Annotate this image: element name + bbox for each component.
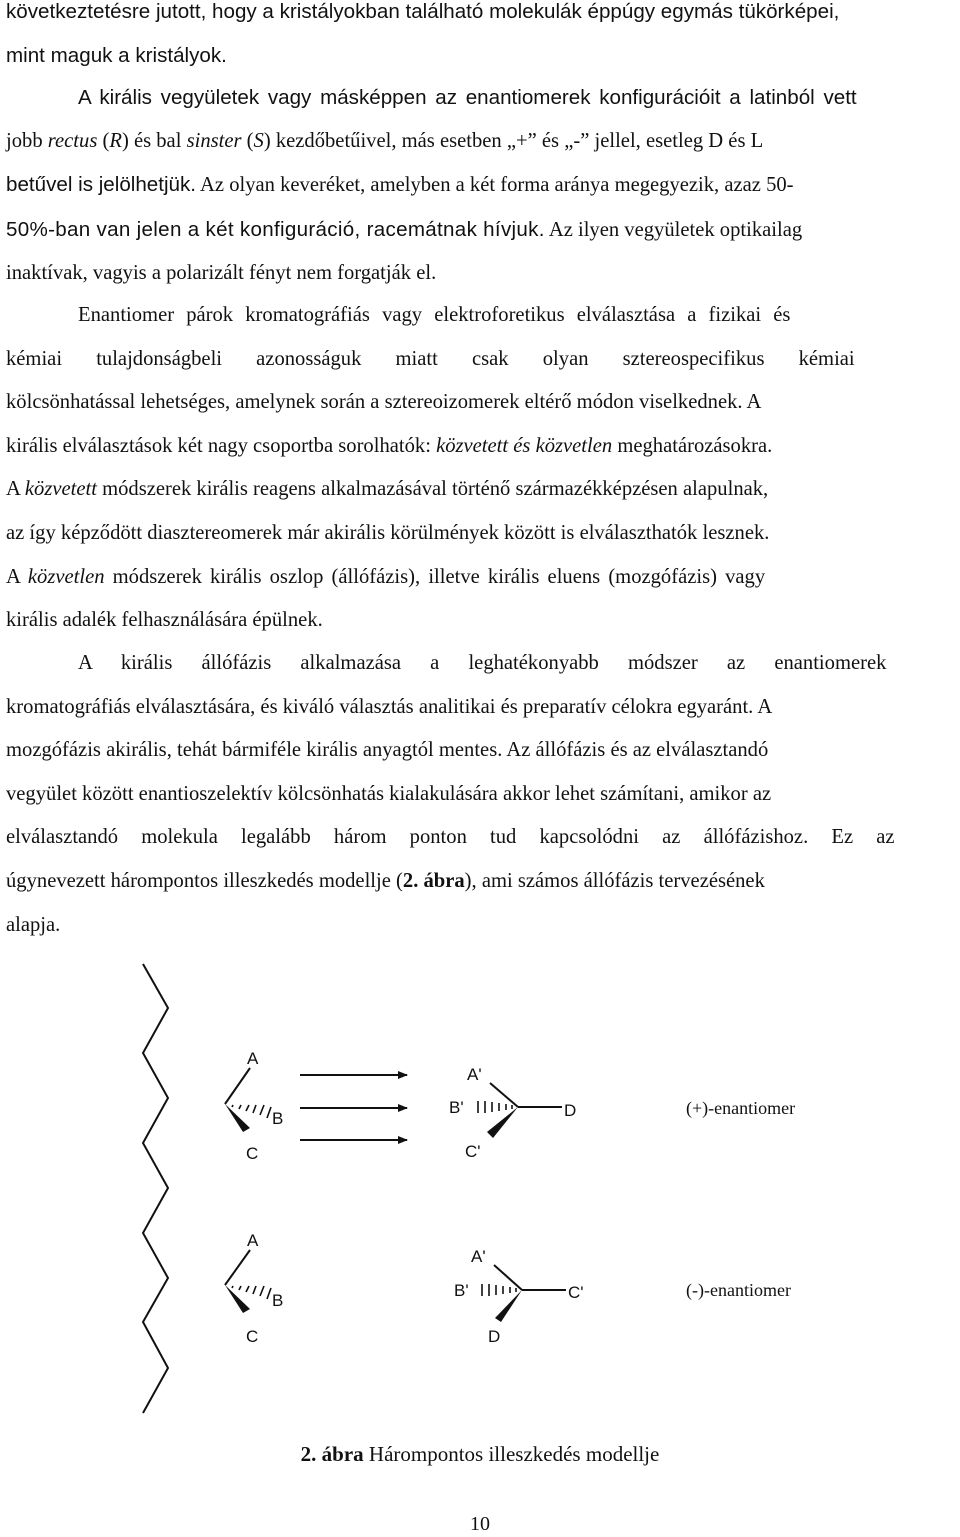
text-line: alapja. <box>6 913 61 936</box>
atom-label-a-prime: A' <box>471 1247 486 1266</box>
text-line: A királis állófázis alkalmazása a leghatékonyabb módszer az enantiomerek <box>78 652 887 674</box>
text-line: inaktívak, vagyis a polarizált fényt nem forgatják el. <box>6 262 437 285</box>
text-line: kölcsönhatással lehetséges, amelynek során a sztereoizomerek eltérő módon viselkednek. A <box>6 391 762 414</box>
molecule-top-left <box>225 1049 283 1163</box>
paragraph-chiral-notation <box>6 76 956 296</box>
text-line: királis adalék felhasználására épülnek. <box>6 609 323 632</box>
paragraph-separation-methods <box>6 294 956 643</box>
text-line: A királis vegyületek vagy másképpen az enantiomerek konfigurációit a latinból vett <box>78 86 857 109</box>
text-line: 50%-ban van jelen a két konfiguráció, racemátnak hívjuk. Az ilyen vegyületek optikailag <box>6 217 803 241</box>
atom-label-b: B <box>272 1291 284 1310</box>
text-line: úgynevezett hárompontos illeszkedés modellje (2. ábra), ami számos állófázis tervezésének <box>6 869 765 892</box>
atom-label-b-prime: B' <box>449 1098 464 1117</box>
text-line: A közvetett módszerek királis reagens alkalmazásával történő származékképzésen alapulnak, <box>6 478 769 501</box>
molecule-top-right <box>449 1065 795 1161</box>
text-line: betűvel is jelölhetjük. Az olyan keveréket, amelyben a két forma aránya megegyezik, azaz 50- <box>6 173 794 197</box>
interaction-arrows <box>300 1075 407 1140</box>
text-line: az így képződött diasztereomerek már akirális körülmények között is elválaszthatók lesznek. <box>6 521 770 544</box>
atom-label-a-prime: A' <box>467 1065 482 1084</box>
paragraph-stationary-phase <box>6 642 956 947</box>
atom-label-c: C <box>246 1327 259 1346</box>
figure-caption: 2. ábra Hárompontos illeszkedés modellje <box>300 1442 660 1466</box>
text-line: jobb rectus (R) és bal sinster (S) kezdőbetűivel, más esetben „+” és „-” jellel, esetleg D és L <box>6 129 764 152</box>
atom-label-b: B <box>272 1109 284 1128</box>
text-line: Enantiomer párok kromatográfiás vagy elektroforetikus elválasztása a fizikai és <box>78 304 791 326</box>
text-line: királis elválasztások két nagy csoportba sorolhatók: közvetett és közvetlen meghatározásokra. <box>6 434 773 457</box>
three-point-model-figure <box>0 950 960 1440</box>
atom-label-d: D <box>564 1101 577 1120</box>
atom-label-d: D <box>488 1327 501 1346</box>
text-line: vegyület között enantioszelektív kölcsönhatás kialakulására akkor lehet számítani, amikor az <box>6 782 772 805</box>
text-line: elválasztandó molekula legalább három ponton tud kapcsolódni az állófázishoz. Ez az <box>6 826 895 849</box>
atom-label-b-prime: B' <box>454 1281 469 1300</box>
text-line: kémiai tulajdonságbeli azonosságuk miatt csak olyan sztereospecifikus kémiai <box>6 347 855 370</box>
atom-label-a: A <box>247 1231 259 1250</box>
text-line: kromatográfiás elválasztására, és kiváló választás analitikai és preparatív célokra egyaránt. A <box>6 695 773 718</box>
text-line: mint maguk a kristályok. <box>6 43 227 67</box>
text-line: mozgófázis akirális, tehát bármiféle királis anyagtól mentes. Az állófázis és az elválasztandó <box>6 739 769 762</box>
atom-label-c: C <box>246 1144 259 1163</box>
enantiomer-label-minus: (-)-enantiomer <box>686 1280 791 1300</box>
paragraph-intro-continuation <box>6 0 956 77</box>
molecule-bottom-right <box>454 1247 791 1346</box>
atom-label-c-prime: C' <box>568 1283 584 1302</box>
enantiomer-label-plus: (+)-enantiomer <box>686 1098 796 1118</box>
stationary-phase-zigzag <box>143 964 168 1413</box>
molecule-bottom-left <box>225 1231 283 1346</box>
atom-label-c-prime: C' <box>465 1142 481 1161</box>
text-line: következtetésre jutott, hogy a kristályokban található molekulák éppúgy egymás tükörképei, <box>6 0 840 23</box>
text-line: A közvetlen módszerek királis oszlop (állófázis), illetve királis eluens (mozgófázis) vagy <box>6 565 766 588</box>
page-number: 10 <box>470 1513 490 1535</box>
atom-label-a: A <box>247 1049 259 1068</box>
